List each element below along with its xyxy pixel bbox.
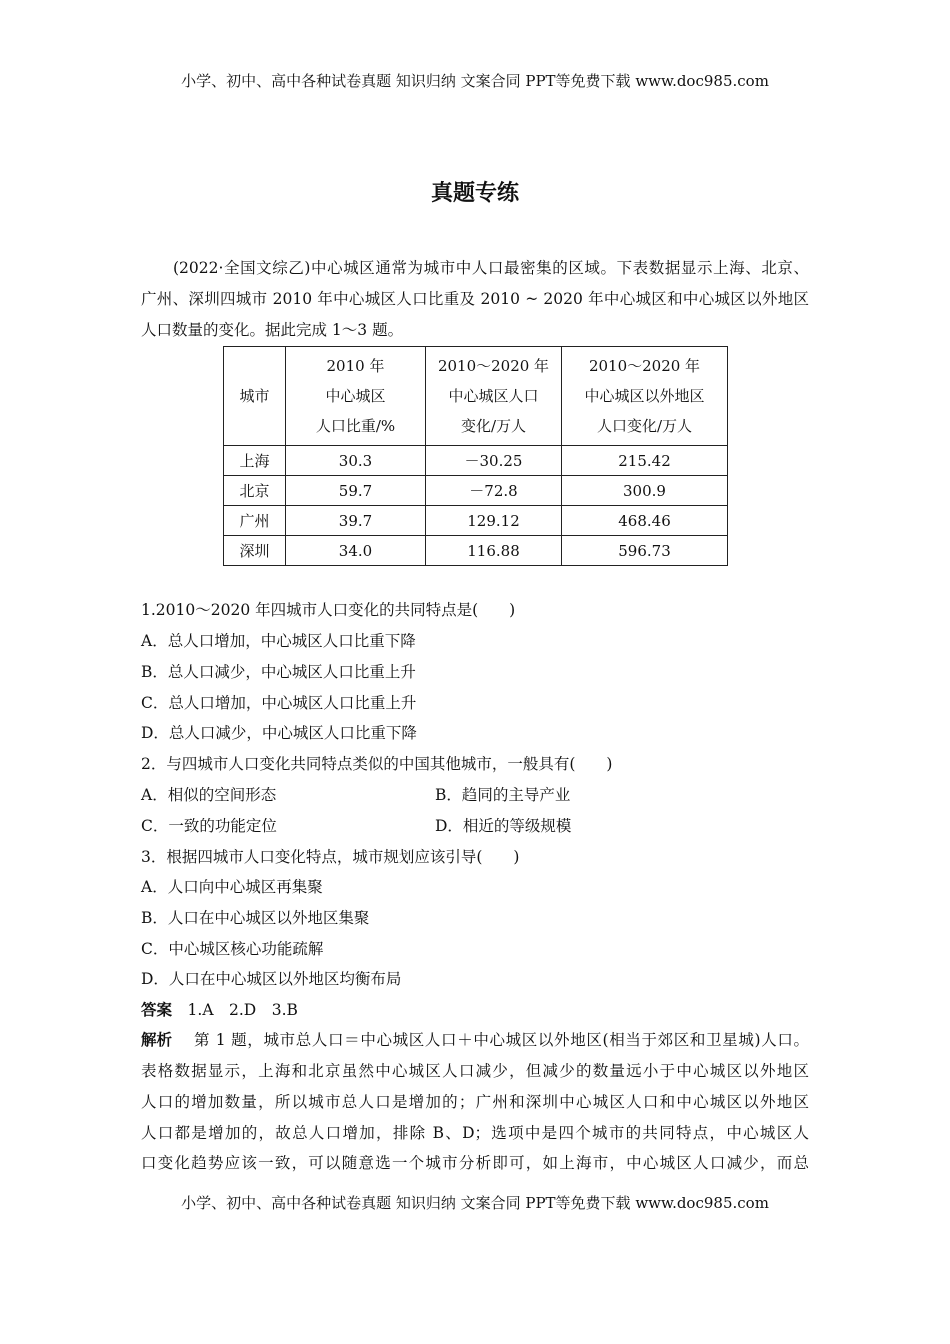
table-row xyxy=(224,446,728,476)
cell: 468.46 xyxy=(562,506,728,536)
intro-line: 广州、深圳四城市 2010 年中心城区人口比重及 2010 ~ 2020 年中心城区和中心城区以外地区 xyxy=(141,290,809,308)
header-text: 中心城区人口 xyxy=(448,387,539,405)
question-1-option: B．总人口减少，中心城区人口比重上升 xyxy=(141,663,416,681)
analysis-line: 表格数据显示，上海和北京虽然中心城区人口减少，但减少的数量远小于中心城区以外地区 xyxy=(141,1062,809,1080)
cell: －72.8 xyxy=(426,476,562,506)
question-2-option: D．相近的等级规模 xyxy=(435,817,572,835)
question-3-stem: 3．根据四城市人口变化特点，城市规划应该引导( ) xyxy=(141,848,520,866)
question-2-option: A．相似的空间形态 xyxy=(141,786,277,804)
page-footer: 小学、初中、高中各种试卷真题 知识归纳 文案合同 PPT等免费下载 www.doc985.com xyxy=(181,1194,769,1212)
header-text: 2010～2020 年 xyxy=(437,357,550,375)
cell-city: 上海 xyxy=(224,446,286,476)
question-2-option: C．一致的功能定位 xyxy=(141,817,277,835)
cell: 34.0 xyxy=(286,536,426,566)
cell-city: 北京 xyxy=(224,476,286,506)
question-3-option: B．人口在中心城区以外地区集聚 xyxy=(141,909,370,927)
header-text: 人口比重/% xyxy=(315,417,396,435)
header-text: 中心城区 xyxy=(325,387,386,405)
header-text: 变化/万人 xyxy=(460,417,527,435)
answer-text: 1.A 2.D 3.B xyxy=(187,1001,298,1019)
population-table xyxy=(223,346,728,566)
analysis-line: 口变化趋势应该一致，可以随意选一个城市分析即可，如上海市，中心城区人口减少，而总 xyxy=(141,1154,809,1172)
question-3-option: D．人口在中心城区以外地区均衡布局 xyxy=(141,970,402,988)
analysis-label: 解析 xyxy=(141,1030,173,1049)
question-3-option: A．人口向中心城区再集聚 xyxy=(141,878,323,896)
cell: 59.7 xyxy=(286,476,426,506)
cell: 30.3 xyxy=(286,446,426,476)
header-text: 2010 年 xyxy=(326,357,385,375)
question-2-option: B．趋同的主导产业 xyxy=(435,786,571,804)
question-1-stem: 1.2010～2020 年四城市人口变化的共同特点是( ) xyxy=(141,601,516,619)
question-1-option: C．总人口增加，中心城区人口比重上升 xyxy=(141,694,417,712)
header-center-change xyxy=(426,347,562,446)
page-title: 真题专练 xyxy=(430,180,519,206)
cell: 300.9 xyxy=(562,476,728,506)
header-text: 中心城区以外地区 xyxy=(584,387,705,405)
page-header: 小学、初中、高中各种试卷真题 知识归纳 文案合同 PPT等免费下载 www.doc985.com xyxy=(181,72,769,90)
cell: 596.73 xyxy=(562,536,728,566)
cell: 116.88 xyxy=(426,536,562,566)
cell-city: 深圳 xyxy=(224,536,286,566)
question-1-option: A．总人口增加，中心城区人口比重下降 xyxy=(141,632,416,650)
answer-label: 答案 xyxy=(141,1000,173,1019)
header-text: 2010～2020 年 xyxy=(588,357,701,375)
header-ratio xyxy=(286,347,426,446)
cell: 39.7 xyxy=(286,506,426,536)
question-2-stem: 2．与四城市人口变化共同特点类似的中国其他城市，一般具有( ) xyxy=(141,755,613,773)
analysis-line: 第 1 题，城市总人口＝中心城区人口＋中心城区以外地区(相当于郊区和卫星城)人口。 xyxy=(194,1031,809,1049)
cell: －30.25 xyxy=(426,446,562,476)
header-text: 城市 xyxy=(239,387,270,405)
table-header-row xyxy=(224,347,728,446)
cell-city: 广州 xyxy=(224,506,286,536)
question-3-option: C．中心城区核心功能疏解 xyxy=(141,940,324,958)
analysis-line: 人口的增加数量，所以城市总人口是增加的；广州和深圳中心城区人口和中心城区以外地区 xyxy=(141,1093,809,1111)
cell: 215.42 xyxy=(562,446,728,476)
table-row xyxy=(224,536,728,566)
header-city xyxy=(224,347,286,446)
header-text: 人口变化/万人 xyxy=(596,417,693,435)
cell: 129.12 xyxy=(426,506,562,536)
table-row xyxy=(224,476,728,506)
answer-line xyxy=(141,998,298,1020)
question-1-option: D．总人口减少，中心城区人口比重下降 xyxy=(141,724,417,742)
intro-line: 人口数量的变化。据此完成 1～3 题。 xyxy=(141,321,404,339)
header-outer-change xyxy=(562,347,728,446)
table-row xyxy=(224,506,728,536)
intro-line: (2022·全国文综乙)中心城区通常为城市中人口最密集的区域。下表数据显示上海、北京、 xyxy=(173,259,809,277)
analysis-line: 人口都是增加的，故总人口增加，排除 B、D；选项中是四个城市的共同特点，中心城区人 xyxy=(141,1124,809,1142)
